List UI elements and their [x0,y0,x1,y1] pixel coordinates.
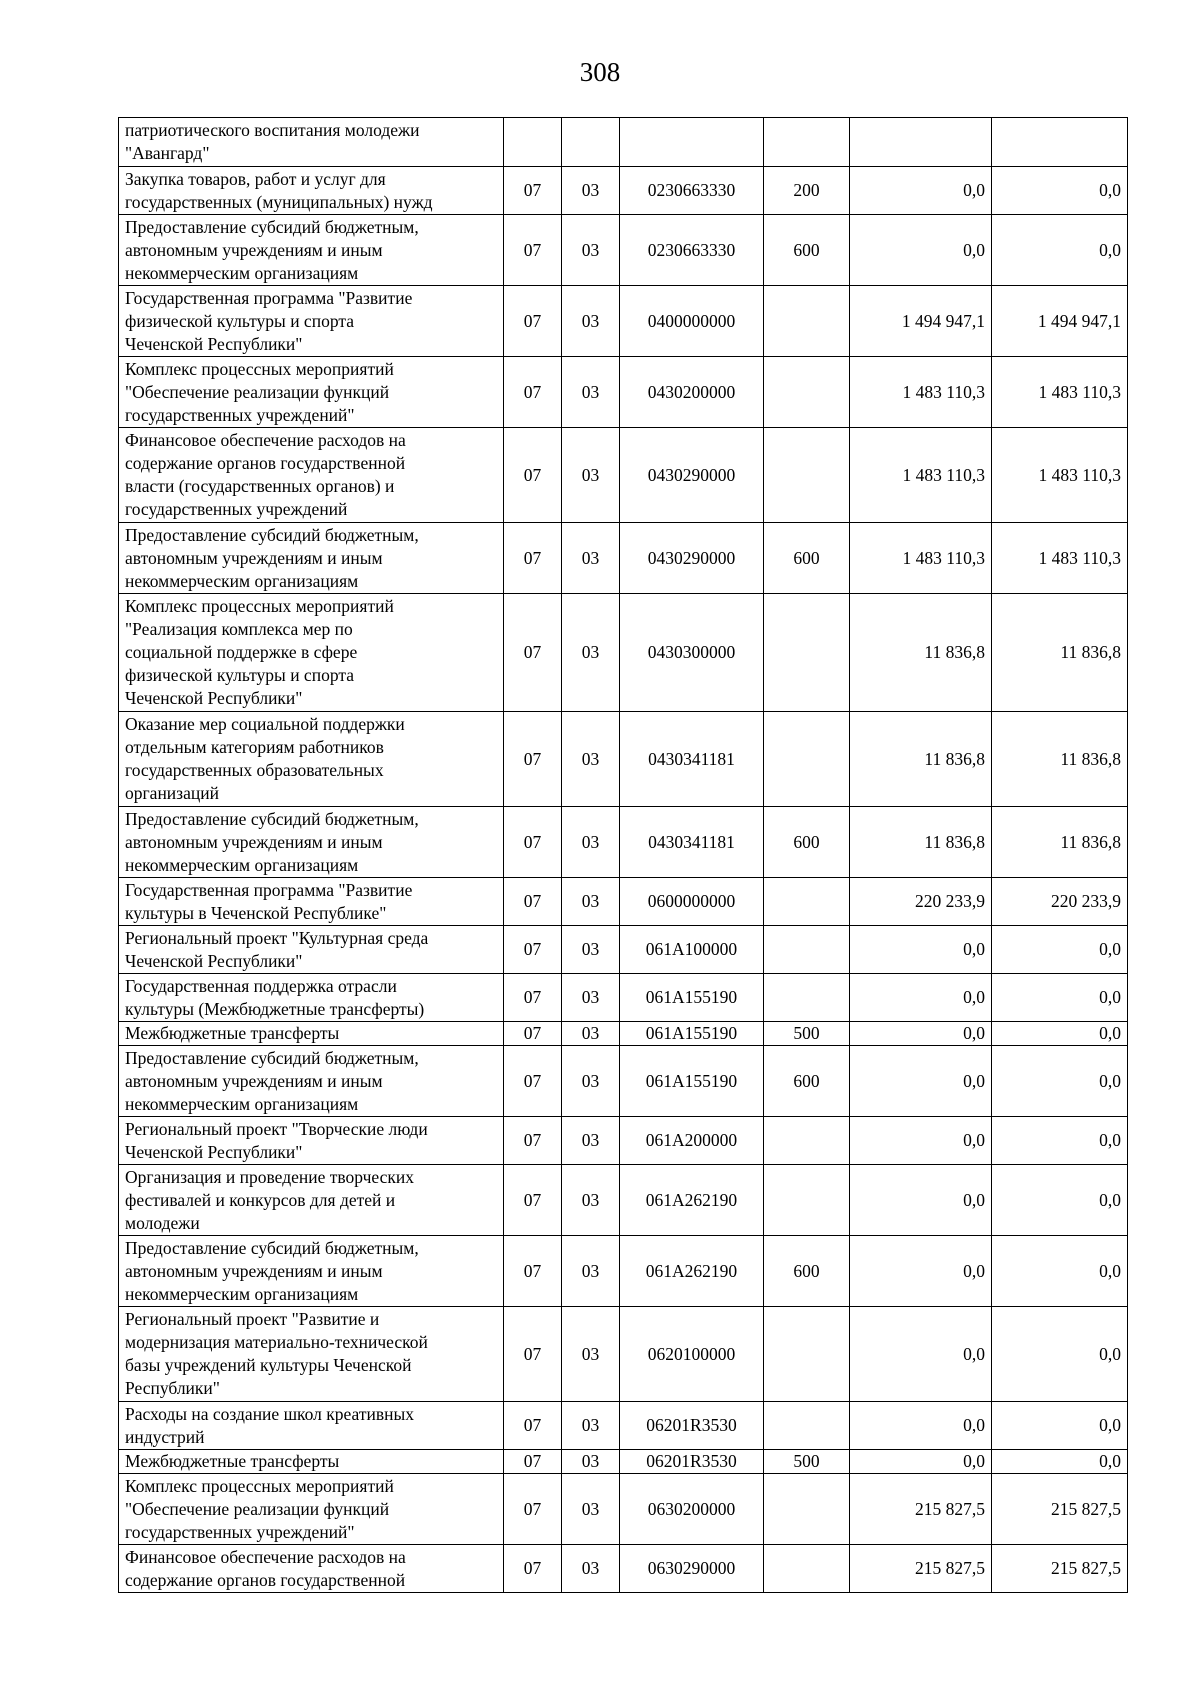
subsection-code-cell: 03 [562,1165,620,1236]
amount-cell-2: 0,0 [992,167,1128,215]
amount-cell-1: 11 836,8 [850,712,992,807]
target-article-cell: 0430341181 [620,712,764,807]
subsection-code-cell: 03 [562,428,620,523]
amount-cell-2 [992,118,1128,167]
table-row [119,215,1128,286]
table-row [119,974,1128,1022]
expense-type-cell [764,1307,850,1402]
row-name-cell: Государственная программа "Развитие физической культуры и спорта Чеченской Республики" [119,286,504,357]
expense-type-cell [764,974,850,1022]
budget-table-body [119,118,1128,1593]
target-article-cell: 061A155190 [620,1022,764,1046]
amount-cell-1: 1 494 947,1 [850,286,992,357]
table-row [119,1022,1128,1046]
subsection-code-cell: 03 [562,1022,620,1046]
subsection-code-cell: 03 [562,167,620,215]
section-code-cell: 07 [504,712,562,807]
table-row [119,286,1128,357]
expense-type-cell [764,1117,850,1165]
table-row [119,807,1128,878]
target-article-cell: 061A100000 [620,926,764,974]
subsection-code-cell: 03 [562,1236,620,1307]
row-name-cell: Комплекс процессных мероприятий "Обеспечение реализации функций государственных учреждений" [119,1474,504,1545]
section-code-cell: 07 [504,1165,562,1236]
table-row [119,428,1128,523]
target-article-cell: 0620100000 [620,1307,764,1402]
target-article-cell: 0430300000 [620,594,764,712]
row-name-cell: Государственная программа "Развитие культуры в Чеченской Республике" [119,878,504,926]
amount-cell-1: 0,0 [850,926,992,974]
subsection-code-cell: 03 [562,215,620,286]
amount-cell-2: 0,0 [992,1402,1128,1450]
section-code-cell [504,118,562,167]
table-row [119,1165,1128,1236]
amount-cell-1: 1 483 110,3 [850,357,992,428]
row-name-cell: Межбюджетные трансферты [119,1450,504,1474]
expense-type-cell [764,428,850,523]
amount-cell-1: 11 836,8 [850,594,992,712]
target-article-cell: 0230663330 [620,167,764,215]
row-name-cell: Финансовое обеспечение расходов на содержание органов государственной власти (государственных органов) и государственных учреждений [119,428,504,523]
amount-cell-2: 11 836,8 [992,712,1128,807]
amount-cell-1: 1 483 110,3 [850,523,992,594]
target-article-cell: 0430290000 [620,523,764,594]
section-code-cell: 07 [504,215,562,286]
amount-cell-2: 0,0 [992,1046,1128,1117]
row-name-cell: Организация и проведение творческих фестивалей и конкурсов для детей и молодежи [119,1165,504,1236]
table-row [119,1474,1128,1545]
amount-cell-1: 215 827,5 [850,1474,992,1545]
section-code-cell: 07 [504,1450,562,1474]
subsection-code-cell: 03 [562,286,620,357]
section-code-cell: 07 [504,1117,562,1165]
expense-type-cell [764,712,850,807]
page-number: 308 [579,57,621,87]
section-code-cell: 07 [504,1307,562,1402]
subsection-code-cell: 03 [562,878,620,926]
table-row [119,167,1128,215]
target-article-cell: 0430290000 [620,428,764,523]
expense-type-cell [764,286,850,357]
section-code-cell: 07 [504,974,562,1022]
amount-cell-2: 0,0 [992,1236,1128,1307]
row-name-cell: Комплекс процессных мероприятий "Обеспечение реализации функций государственных учреждений" [119,357,504,428]
table-row [119,1307,1128,1402]
expense-type-cell: 600 [764,807,850,878]
target-article-cell: 061A262190 [620,1165,764,1236]
table-row [119,1402,1128,1450]
amount-cell-1: 0,0 [850,1046,992,1117]
section-code-cell: 07 [504,286,562,357]
expense-type-cell [764,1545,850,1593]
subsection-code-cell: 03 [562,523,620,594]
subsection-code-cell: 03 [562,926,620,974]
subsection-code-cell: 03 [562,807,620,878]
row-name-cell: Расходы на создание школ креативных индустрий [119,1402,504,1450]
amount-cell-1: 11 836,8 [850,807,992,878]
row-name-cell: Предоставление субсидий бюджетным, автономным учреждениям и иным некоммерческим организациям [119,523,504,594]
table-row [119,523,1128,594]
subsection-code-cell: 03 [562,974,620,1022]
row-name-cell: Предоставление субсидий бюджетным, автономным учреждениям и иным некоммерческим организациям [119,807,504,878]
table-row [119,878,1128,926]
section-code-cell: 07 [504,167,562,215]
row-name-cell: Межбюджетные трансферты [119,1022,504,1046]
table-row [119,926,1128,974]
expense-type-cell [764,1474,850,1545]
amount-cell-1: 0,0 [850,167,992,215]
expense-type-cell [764,118,850,167]
target-article-cell: 061A262190 [620,1236,764,1307]
amount-cell-1: 0,0 [850,974,992,1022]
row-name-cell: Региональный проект "Творческие люди Чеченской Республики" [119,1117,504,1165]
expense-type-cell: 500 [764,1450,850,1474]
expense-type-cell: 600 [764,1046,850,1117]
row-name-cell: патриотического воспитания молодежи "Авангард" [119,118,504,167]
expense-type-cell: 500 [764,1022,850,1046]
amount-cell-2: 215 827,5 [992,1474,1128,1545]
amount-cell-2: 0,0 [992,926,1128,974]
subsection-code-cell: 03 [562,357,620,428]
section-code-cell: 07 [504,594,562,712]
amount-cell-1: 0,0 [850,1402,992,1450]
amount-cell-1: 0,0 [850,1236,992,1307]
expense-type-cell: 600 [764,523,850,594]
budget-table [118,117,1128,1593]
amount-cell-1: 0,0 [850,1165,992,1236]
row-name-cell: Государственная поддержка отрасли культуры (Межбюджетные трансферты) [119,974,504,1022]
section-code-cell: 07 [504,1046,562,1117]
target-article-cell: 0430341181 [620,807,764,878]
row-name-cell: Закупка товаров, работ и услуг для государственных (муниципальных) нужд [119,167,504,215]
amount-cell-2: 220 233,9 [992,878,1128,926]
expense-type-cell [764,1402,850,1450]
expense-type-cell [764,357,850,428]
table-row [119,1236,1128,1307]
table-row [119,594,1128,712]
target-article-cell: 0230663330 [620,215,764,286]
row-name-cell: Предоставление субсидий бюджетным, автономным учреждениям и иным некоммерческим организациям [119,1046,504,1117]
target-article-cell: 0400000000 [620,286,764,357]
amount-cell-2: 215 827,5 [992,1545,1128,1593]
amount-cell-2: 0,0 [992,1307,1128,1402]
target-article-cell: 061A200000 [620,1117,764,1165]
target-article-cell: 061A155190 [620,974,764,1022]
row-name-cell: Региональный проект "Культурная среда Чеченской Республики" [119,926,504,974]
expense-type-cell: 600 [764,215,850,286]
section-code-cell: 07 [504,1236,562,1307]
subsection-code-cell: 03 [562,1307,620,1402]
subsection-code-cell: 03 [562,712,620,807]
amount-cell-2: 0,0 [992,1022,1128,1046]
section-code-cell: 07 [504,878,562,926]
target-article-cell: 06201R3530 [620,1402,764,1450]
subsection-code-cell: 03 [562,1117,620,1165]
amount-cell-2: 1 483 110,3 [992,428,1128,523]
target-article-cell: 0600000000 [620,878,764,926]
target-article-cell: 0630200000 [620,1474,764,1545]
table-row [119,357,1128,428]
subsection-code-cell: 03 [562,594,620,712]
amount-cell-1: 0,0 [850,1450,992,1474]
expense-type-cell [764,926,850,974]
subsection-code-cell: 03 [562,1046,620,1117]
amount-cell-2: 0,0 [992,215,1128,286]
row-name-cell: Оказание мер социальной поддержки отдельным категориям работников государственных образовательных организаций [119,712,504,807]
expense-type-cell: 200 [764,167,850,215]
section-code-cell: 07 [504,428,562,523]
row-name-cell: Региональный проект "Развитие и модернизация материально-технической базы учреждений культуры Чеченской Республики" [119,1307,504,1402]
expense-type-cell: 600 [764,1236,850,1307]
target-article-cell: 06201R3530 [620,1450,764,1474]
amount-cell-1: 0,0 [850,215,992,286]
section-code-cell: 07 [504,1545,562,1593]
amount-cell-2: 0,0 [992,974,1128,1022]
amount-cell-1: 220 233,9 [850,878,992,926]
table-row [119,1450,1128,1474]
amount-cell-2: 0,0 [992,1165,1128,1236]
target-article-cell [620,118,764,167]
table-row [119,1545,1128,1593]
amount-cell-1: 1 483 110,3 [850,428,992,523]
amount-cell-2: 1 483 110,3 [992,523,1128,594]
amount-cell-1: 0,0 [850,1022,992,1046]
section-code-cell: 07 [504,523,562,594]
amount-cell-2: 0,0 [992,1450,1128,1474]
section-code-cell: 07 [504,926,562,974]
amount-cell-2: 11 836,8 [992,807,1128,878]
amount-cell-1: 215 827,5 [850,1545,992,1593]
amount-cell-2: 0,0 [992,1117,1128,1165]
subsection-code-cell: 03 [562,1545,620,1593]
expense-type-cell [764,878,850,926]
row-name-cell: Предоставление субсидий бюджетным, автономным учреждениям и иным некоммерческим организациям [119,1236,504,1307]
target-article-cell: 0430200000 [620,357,764,428]
section-code-cell: 07 [504,1402,562,1450]
row-name-cell: Предоставление субсидий бюджетным, автономным учреждениям и иным некоммерческим организациям [119,215,504,286]
table-row [119,712,1128,807]
expense-type-cell [764,1165,850,1236]
subsection-code-cell: 03 [562,1402,620,1450]
section-code-cell: 07 [504,357,562,428]
table-row [119,118,1128,167]
expense-type-cell [764,594,850,712]
target-article-cell: 0630290000 [620,1545,764,1593]
table-row [119,1117,1128,1165]
target-article-cell: 061A155190 [620,1046,764,1117]
amount-cell-2: 11 836,8 [992,594,1128,712]
section-code-cell: 07 [504,1022,562,1046]
amount-cell-1: 0,0 [850,1117,992,1165]
amount-cell-2: 1 483 110,3 [992,357,1128,428]
amount-cell-1: 0,0 [850,1307,992,1402]
subsection-code-cell: 03 [562,1474,620,1545]
amount-cell-2: 1 494 947,1 [992,286,1128,357]
row-name-cell: Финансовое обеспечение расходов на содержание органов государственной [119,1545,504,1593]
subsection-code-cell: 03 [562,1450,620,1474]
table-row [119,1046,1128,1117]
row-name-cell: Комплекс процессных мероприятий "Реализация комплекса мер по социальной поддержке в сфере физической культуры и спорта Чеченской Республики" [119,594,504,712]
section-code-cell: 07 [504,1474,562,1545]
amount-cell-1 [850,118,992,167]
subsection-code-cell [562,118,620,167]
section-code-cell: 07 [504,807,562,878]
